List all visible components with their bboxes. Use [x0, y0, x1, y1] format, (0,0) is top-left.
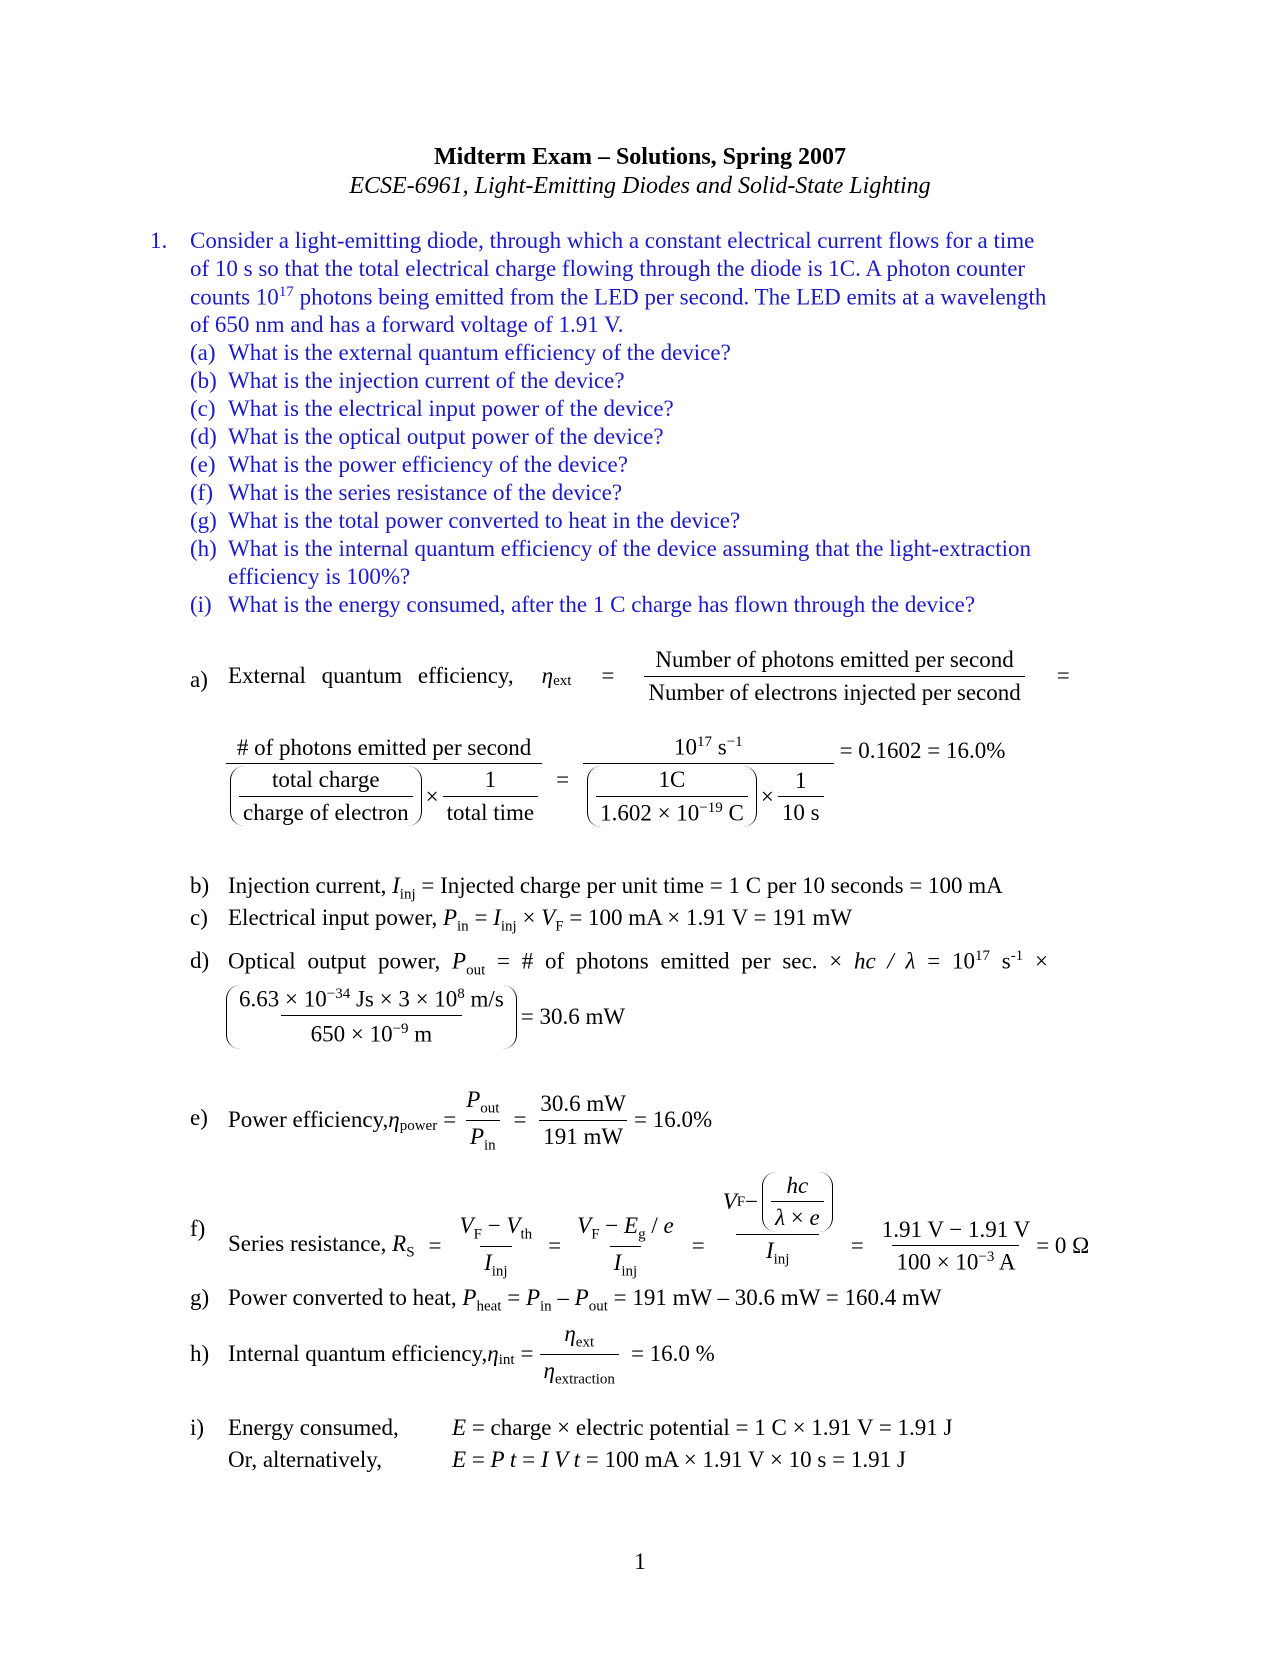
part-text: efficiency is 100%?: [228, 564, 411, 589]
answer-a-line1: External quantum efficiency, η $_{ext}$ = $\frac{\text{Number of photons emitted per second}}{\text{Number of electrons injected per second}}$ =: [228, 647, 1070, 705]
part-text: What is the series resistance of the device?: [228, 480, 623, 505]
part-label: (g): [190, 508, 217, 533]
charge-of-electron: charge of electron: [239, 796, 413, 827]
answer-d-line2: [226, 985, 625, 1049]
page-number: 1: [634, 1549, 646, 1574]
resistance-fraction-3: V F − $\frac{hc}{\lambda \times e}$ $I_{inj}$: [719, 1172, 837, 1269]
answer-c: Electrical input power, $P_{in} = I_{inj} \times V_F = 100$ mA × 1.91 V = 191 mW: [228, 905, 853, 935]
electron-charge-exp: −19: [699, 799, 723, 816]
answer-i-line2-label: Or, alternatively,: [228, 1447, 383, 1472]
part-text: What is the internal quantum efficiency of the device assuming that the light-extraction: [228, 536, 1032, 561]
current-exp: −3: [978, 1249, 995, 1266]
part-text: What is the power efficiency of the device?: [228, 452, 628, 477]
wavelength: 650 × 10: [310, 1021, 393, 1047]
power-efficiency-numeric: [536, 1090, 630, 1150]
part-text: What is the external quantum efficiency of the device?: [228, 340, 731, 365]
part-text: What is the optical output power of the device?: [228, 424, 664, 449]
power-efficiency-symbolic: $\frac{P_{out}}{P_{in}}$: [466, 1087, 500, 1154]
current-subscript: inj: [399, 886, 416, 903]
eqe-numeric-fraction: $10^{17}$ $s^{-1}$ $\frac{1C}{1.602 \times 10^{-19} C}$ × $\frac{1}{10 s}$: [583, 733, 833, 827]
current-unit: A: [994, 1249, 1016, 1275]
answer-e: Power efficiency, η $_{power}$ = $\frac{P_{out}}{P_{in}}$ = $\frac{30.6 mW}{191 mW}$ = 16.0%: [228, 1087, 713, 1154]
fraction-denominator: Number of electrons injected per second: [644, 676, 1024, 707]
answer-e-prefix: Power efficiency,: [228, 1107, 389, 1133]
resistance-result: = 0 Ω: [1036, 1233, 1090, 1259]
part-text: What is the energy consumed, after the 1 C charge has flown through the device?: [228, 592, 976, 617]
answer-d-line1: Optical output power, $P_{out}$ = # of photons emitted per sec. × hc / $\lambda = 10^{17}$ $s^{-1}$ ×: [228, 948, 1048, 979]
fraction-denominator: $\frac{\text{total charge}}{\text{charge of electron}}$ × $\frac{1}{\text{total time}}$: [226, 763, 542, 826]
question-line: of 650 nm and has a forward voltage of 1.91 V.: [190, 312, 624, 337]
photon-energy-paren: [226, 985, 517, 1049]
answer-a-line2: # of photons emitted per second $\frac{\text{total charge}}{\text{charge of electron}}$ × $\frac{1}{\text{total time}}$ = $10^{17}$ $s^{-1}$ $\frac{1C}{1.602 \times 10^{-19} C}$ × $\frac{1}{10 s}$ = 0.1602 = 16.0%: [226, 733, 1005, 827]
fraction-numerator: Number of photons emitted per second: [655, 647, 1014, 672]
electron-charge-unit: C: [722, 800, 744, 826]
part-label: (c): [190, 396, 216, 421]
power-efficiency-result: = 16.0%: [634, 1107, 713, 1133]
current-symbol: I: [392, 873, 400, 898]
answer-d-text: = # of photons emitted per sec. ×: [497, 948, 843, 974]
answer-h-prefix: Internal quantum efficiency,: [228, 1341, 488, 1367]
resistance-fraction-4: [878, 1216, 1034, 1277]
answer-b-label: b): [190, 873, 210, 898]
photon-rate-unit-exp: -1: [1010, 948, 1024, 964]
answer-c-label: c): [190, 905, 208, 930]
planck-constant: 6.63 × 10: [239, 986, 327, 1012]
answer-d-label: d): [190, 948, 210, 973]
question-line-text: photons being emitted from the LED per second. The LED emits at a wavelength: [299, 284, 1047, 310]
charge-value: 1C: [658, 767, 686, 793]
eta-symbol: η: [541, 663, 554, 689]
answer-i-line1-label: Energy consumed,: [228, 1415, 399, 1440]
photon-rate-exp: 17: [696, 734, 712, 750]
part-text: What is the total power converted to heat in the device?: [228, 508, 741, 533]
fraction-numerator: # of photons emitted per second: [236, 734, 532, 760]
photon-rate: 10: [673, 734, 697, 760]
optical-power-result: = 30.6 mW: [520, 1003, 626, 1029]
iqe-result: = 16.0 %: [630, 1341, 715, 1367]
answer-g: Power converted to heat, $P_{heat} = P_{in} - P_{out} = 191$ mW – 30.6 mW = 160.4 mW: [228, 1285, 942, 1315]
voltage-difference: 1.91 V − 1.91 V: [881, 1216, 1031, 1242]
part-label: (d): [190, 424, 217, 449]
one: 1: [794, 767, 807, 793]
resistance-fraction-2: $\frac{V_F - E_g / e}{I_{inj}}$: [577, 1213, 674, 1280]
output-power: 30.6 mW: [540, 1091, 627, 1116]
answer-i-line2: E = P t = I V t = 100 mA × 1.91 V × 10 s = 1.91 J: [452, 1447, 906, 1472]
answer-g-label: g): [190, 1285, 210, 1310]
part-label: (h): [190, 536, 217, 561]
eqe-result: = 0.1602 = 16.0%: [839, 738, 1006, 764]
question-line: of 10 s so that the total electrical charge flowing through the diode is 1C. A photon counter: [190, 256, 1026, 281]
answer-a-label: a): [190, 667, 208, 692]
counts-exponent: 17: [278, 284, 294, 300]
wavelength-unit: m: [408, 1021, 433, 1047]
photon-rate-unit: s: [989, 948, 1011, 974]
question-line: Consider a light-emitting diode, through which a constant electrical current flows for a time: [190, 228, 1035, 253]
total-time: total time: [443, 796, 539, 827]
counts-prefix: counts 10: [190, 284, 279, 310]
answer-a-text: External quantum efficiency,: [228, 663, 514, 689]
photon-rate-unit-exp: −1: [726, 734, 743, 750]
answer-g-prefix: Power converted to heat,: [228, 1285, 463, 1310]
answer-d-prefix: Optical output power,: [228, 948, 441, 974]
light-speed: Js × 3 × 10: [350, 986, 458, 1012]
page-title: Midterm Exam – Solutions, Spring 2007: [433, 144, 847, 170]
answer-i-line1: E = charge × electric potential = 1 C × 1.91 V = 1.91 J: [452, 1415, 953, 1440]
question-line: [190, 283, 1046, 311]
answer-h: Internal quantum efficiency, η $_{int}$ = $\frac{\eta_{ext}}{\eta_{extraction}}$ = 16.0 %: [228, 1321, 715, 1388]
answer-e-label: e): [190, 1105, 208, 1130]
answer-i-label: i): [190, 1415, 205, 1440]
answer-f: Series resistance, $R_S$ = $\frac{V_F - V_{th}}{I_{inj}}$ = $\frac{V_F - E_g / e}{I_{inj}}$ = V F − $\frac{hc}{\lambda \times e}$ $I_{inj}$ = $\frac{1.91 V - 1.91 V}{100 \times 10^{-3} A}$ = 0 Ω: [228, 1172, 1090, 1280]
eta-subscript: ext: [553, 673, 572, 690]
answer-b-text: = Injected charge per unit time = 1 C per 10 seconds = 100 mA: [415, 873, 1003, 898]
eqe-symbolic-fraction: [226, 734, 542, 827]
answer-b: [228, 872, 1003, 904]
part-label: (e): [190, 452, 216, 477]
answer-c-text: = 100 mA × 1.91 V = 191 mW: [563, 905, 853, 930]
photon-rate-exp: 17: [974, 948, 990, 964]
photon-rate: = 10: [915, 948, 975, 974]
planck-exp: −34: [326, 986, 351, 1002]
photon-rate-unit: s: [717, 734, 727, 760]
part-text: What is the injection current of the device?: [228, 368, 625, 393]
answer-f-prefix: Series resistance,: [228, 1231, 393, 1257]
resistance-fraction-1: $\frac{V_F - V_{th}}{I_{inj}}$: [459, 1213, 533, 1280]
part-label: (f): [190, 480, 213, 505]
eqe-definition-fraction: [644, 646, 1024, 706]
iqe-fraction: $\frac{\eta_{ext}}{\eta_{extraction}}$: [540, 1320, 619, 1388]
part-label: (a): [190, 340, 216, 365]
time-value: 10 s: [778, 796, 824, 827]
wavelength-exp: −9: [392, 1021, 409, 1038]
input-power: 191 mW: [539, 1120, 627, 1151]
current-value: 100 × 10: [896, 1249, 979, 1275]
part-text: What is the electrical input power of the device?: [228, 396, 674, 421]
times-sign: ×: [1023, 948, 1048, 974]
energy-formula-2: = 100 mA × 1.91 V × 10 s = 1.91 J: [585, 1447, 906, 1472]
one: 1: [484, 767, 497, 793]
energy-formula-1: = charge × electric potential = 1 C × 1.91 V = 1.91 J: [471, 1415, 953, 1440]
hc-over-lambda: hc / λ: [853, 948, 916, 974]
course-subtitle: ECSE-6961, Light-Emitting Diodes and Solid-State Lighting: [349, 173, 931, 199]
answer-g-text: = 191 mW – 30.6 mW = 160.4 mW: [607, 1285, 942, 1310]
answer-f-label: f): [190, 1216, 206, 1241]
answer-h-label: h): [190, 1341, 210, 1366]
part-label: (i): [190, 592, 212, 617]
question-number: 1.: [150, 228, 168, 253]
light-speed-exp: 8: [457, 986, 465, 1002]
electron-charge: 1.602 × 10: [600, 800, 700, 826]
speed-unit: m/s: [464, 986, 504, 1012]
total-charge: total charge: [272, 767, 380, 793]
answer-b-prefix: Injection current,: [228, 873, 393, 898]
part-label: (b): [190, 368, 217, 393]
answer-c-prefix: Electrical input power,: [228, 905, 443, 930]
